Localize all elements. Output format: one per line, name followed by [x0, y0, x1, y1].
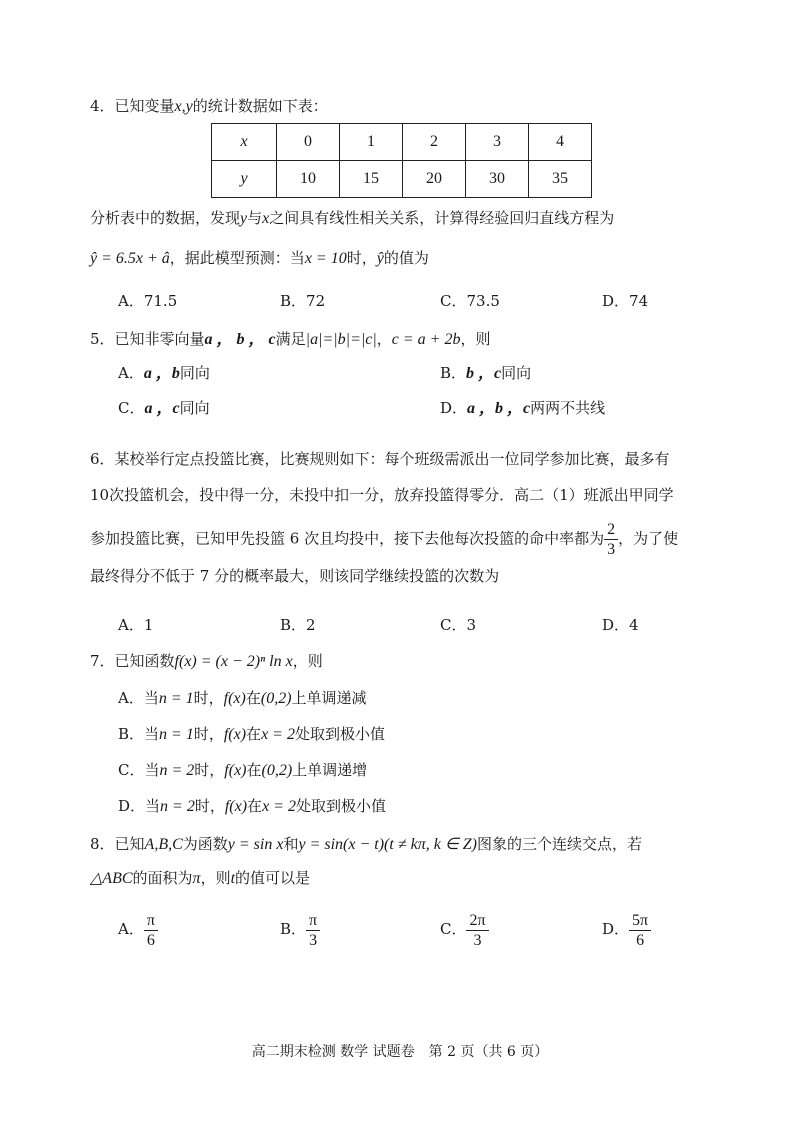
fraction-numerator: 2π	[466, 911, 488, 931]
q5-option-c	[118, 398, 210, 419]
q8-option-label: D．	[602, 920, 630, 938]
q4-stem-tail: 的统计数据如下表：	[192, 97, 328, 115]
q7-option-mid2: 在	[246, 761, 262, 779]
q7-option-cond: n = 1	[158, 690, 194, 707]
q5-option-b	[440, 363, 531, 384]
q8-option-c	[440, 910, 489, 950]
q5-stem-a: 5．已知非零向量	[90, 330, 205, 348]
table-cell: 20	[403, 161, 466, 198]
q4-line3-cond: x = 10	[304, 250, 347, 267]
q7-option-mid: 时，	[194, 797, 225, 815]
q5-option-a-text: 同向	[179, 364, 210, 382]
q7-option-label: D．当	[118, 797, 161, 815]
q8-option-fraction	[144, 911, 158, 950]
q6-line2: 10次投篮机会，投中得一分，未投中扣一分，放弃投篮得零分．高二（1）班派出甲同学	[90, 486, 674, 504]
q8-line2	[90, 868, 310, 889]
fraction-denominator: 3	[607, 541, 616, 558]
q7-option-mid: 时，	[193, 689, 224, 707]
fraction-numerator: 2	[604, 520, 618, 540]
q8-option-fraction	[629, 911, 651, 950]
table-cell: 4	[529, 124, 592, 161]
table-cell: 10	[277, 161, 340, 198]
q8-function-2: y = sin(x − t)(t ≠ kπ, k ∈ Z)	[298, 836, 477, 853]
q8-option-d	[602, 910, 651, 950]
q4-line3-b: 时，	[346, 249, 377, 267]
q4-line2-a: 分析表中的数据，发现	[90, 209, 241, 227]
q8-option-fraction	[466, 911, 488, 950]
q7-option-tail: 处取到极小值	[295, 797, 386, 815]
q7-option-set: (0,2)	[260, 690, 292, 707]
q7-option-f: f(x)	[224, 798, 248, 815]
q8-option-b	[280, 910, 320, 950]
table-cell-y-label: y	[212, 161, 277, 198]
q7-option-mid2: 在	[246, 725, 262, 743]
fraction-denominator: 3	[473, 931, 482, 949]
q4-line2-b: 与	[247, 209, 263, 227]
q7-option-mid2: 在	[245, 689, 261, 707]
q6-line4: 最终得分不低于 7 分的概率最大，则该同学继续投篮的次数为	[90, 567, 500, 585]
q7-option-b	[118, 724, 385, 745]
q4-line2-x: x	[262, 210, 270, 227]
q7-option-c	[118, 760, 367, 781]
q8-line2-b: ，则	[200, 869, 231, 887]
q7-option-cond: n = 2	[160, 798, 195, 815]
table-cell: 30	[466, 161, 529, 198]
fraction-denominator: 6	[146, 931, 155, 949]
q6-fraction	[604, 520, 618, 559]
q8-line2-pi: π	[192, 870, 201, 887]
q7-option-mid: 时，	[194, 761, 225, 779]
q7-option-label: A．当	[118, 689, 159, 707]
q5-option-b-text: 同向	[501, 364, 532, 382]
q8-option-label: B．	[280, 920, 307, 938]
q5-option-d	[440, 398, 605, 419]
q6-line1: 6．某校举行定点投篮比赛，比赛规则如下：每个班级需派出一位同学参加比赛，最多有	[90, 450, 670, 468]
q8-line1-a: 8．已知	[90, 835, 145, 853]
fraction-numerator: π	[144, 911, 158, 931]
q5-option-a-vecs: a ，b	[143, 365, 180, 382]
q5-stem-b: 满足	[275, 330, 306, 348]
q7-option-d	[118, 796, 386, 817]
q8-function-1: y = sin x	[227, 836, 284, 853]
q5-stem-c: ，	[376, 330, 392, 348]
q5-vectors: a ， b ， c	[204, 331, 276, 348]
q6-option-b: B．2	[280, 616, 316, 634]
q5-stem	[90, 329, 491, 350]
fraction-denominator: 3	[309, 931, 318, 949]
table-row-x	[212, 124, 592, 161]
q5-condition-2: c = a + 2b	[391, 331, 461, 348]
table-cell-x-label: x	[212, 124, 277, 161]
q5-option-d-vecs: a ，b ，c	[467, 400, 531, 417]
q6-line3-a: 参加投篮比赛，已知甲先投篮 6 次且均投中，接下去他每次投篮的命中率都为	[90, 529, 605, 548]
q8-option-label: A．	[118, 920, 144, 938]
q6-line3-b: ，为了使	[618, 529, 679, 548]
fraction-numerator: π	[306, 911, 320, 931]
q8-line2-c: 的值可以是	[235, 869, 311, 887]
q5-option-d-label: D．	[440, 399, 468, 417]
q6-option-a: A．1	[118, 616, 154, 634]
q4-regression-equation: ŷ = 6.5x + â	[90, 250, 170, 267]
q5-option-d-text: 两两不共线	[530, 399, 606, 417]
q4-line3	[90, 248, 429, 269]
q4-data-table	[211, 123, 592, 198]
q5-condition-1: |a|=|b|=|c|	[305, 331, 377, 348]
q4-stem	[90, 96, 328, 117]
q8-option-a	[118, 910, 158, 950]
q8-option-fraction	[306, 911, 320, 950]
table-row-y	[212, 161, 592, 198]
q4-option-b: B．72	[280, 292, 326, 310]
q7-option-set: (0,2)	[261, 762, 293, 779]
q8-line1-b: 为函数	[182, 835, 228, 853]
q7-option-f: f(x)	[223, 726, 247, 743]
q7-option-set: x = 2	[261, 726, 295, 743]
q4-option-c: C．73.5	[440, 292, 500, 310]
q7-stem	[90, 651, 323, 672]
page-footer: 高二期末检测 数学 试题卷 第 2 页（共 6 页）	[251, 1044, 549, 1060]
q7-option-label: B．当	[118, 725, 160, 743]
q8-triangle: △ABC	[90, 870, 133, 887]
q7-function: f(x) = (x − 2)ⁿ ln x	[174, 653, 293, 670]
fraction-numerator: 5π	[629, 911, 651, 931]
q5-option-c-text: 同向	[179, 399, 210, 417]
q8-line1-d: 图象的三个连续交点，若	[476, 835, 642, 853]
q4-line3-yhat: ŷ	[376, 250, 384, 267]
q7-option-cond: n = 1	[159, 726, 194, 743]
q4-stem-vars: x,y	[174, 98, 193, 115]
q5-option-c-label: C．	[118, 399, 145, 417]
q5-option-b-vecs: b ，c	[466, 365, 502, 382]
q4-option-a: A．71.5	[118, 292, 178, 310]
q5-option-b-label: B．	[440, 364, 467, 382]
q4-line3-c: 的值为	[383, 249, 429, 267]
q4-line3-a: ，据此模型预测：当	[169, 249, 305, 267]
q5-option-a	[118, 363, 210, 384]
q7-option-a	[118, 688, 367, 709]
q7-option-cond: n = 2	[159, 762, 195, 779]
q7-option-mid: 时，	[193, 725, 224, 743]
q8-line1	[90, 834, 642, 855]
q4-line2-y: y	[240, 210, 248, 227]
q7-option-tail: 上单调递增	[292, 761, 368, 779]
q6-line3	[90, 520, 678, 559]
q7-stem-b: ，则	[292, 652, 323, 670]
q7-option-label: C．当	[118, 761, 160, 779]
q7-stem-a: 7．已知函数	[90, 652, 175, 670]
q4-line2-c: 之间具有线性相关关系，计算得经验回归直线方程为	[269, 209, 615, 227]
q7-option-f: f(x)	[224, 762, 247, 779]
q7-option-tail: 处取到极小值	[294, 725, 385, 743]
table-cell: 35	[529, 161, 592, 198]
table-cell: 3	[466, 124, 529, 161]
q4-stem-text: 4．已知变量	[90, 97, 175, 115]
q5-stem-d: ，则	[460, 330, 491, 348]
q4-option-d: D．74	[602, 292, 649, 310]
q8-line2-t: t	[230, 870, 236, 887]
table-cell: 15	[340, 161, 403, 198]
q8-line2-a: 的面积为	[132, 869, 193, 887]
q7-option-tail: 上单调递减	[291, 689, 367, 707]
table-cell: 0	[277, 124, 340, 161]
q8-line1-c: 和	[283, 835, 299, 853]
q7-option-f: f(x)	[223, 690, 246, 707]
table-cell: 2	[403, 124, 466, 161]
q6-option-c: C．3	[440, 616, 477, 634]
q5-option-c-vecs: a ，c	[144, 400, 180, 417]
fraction-denominator: 6	[636, 931, 645, 949]
q6-option-d: D．4	[602, 616, 639, 634]
q8-points: A,B,C	[144, 836, 183, 853]
q8-option-label: C．	[440, 920, 467, 938]
q5-option-a-label: A．	[118, 364, 144, 382]
q7-option-set: x = 2	[262, 798, 296, 815]
q7-option-mid2: 在	[247, 797, 263, 815]
q4-line2	[90, 208, 614, 229]
table-cell: 1	[340, 124, 403, 161]
